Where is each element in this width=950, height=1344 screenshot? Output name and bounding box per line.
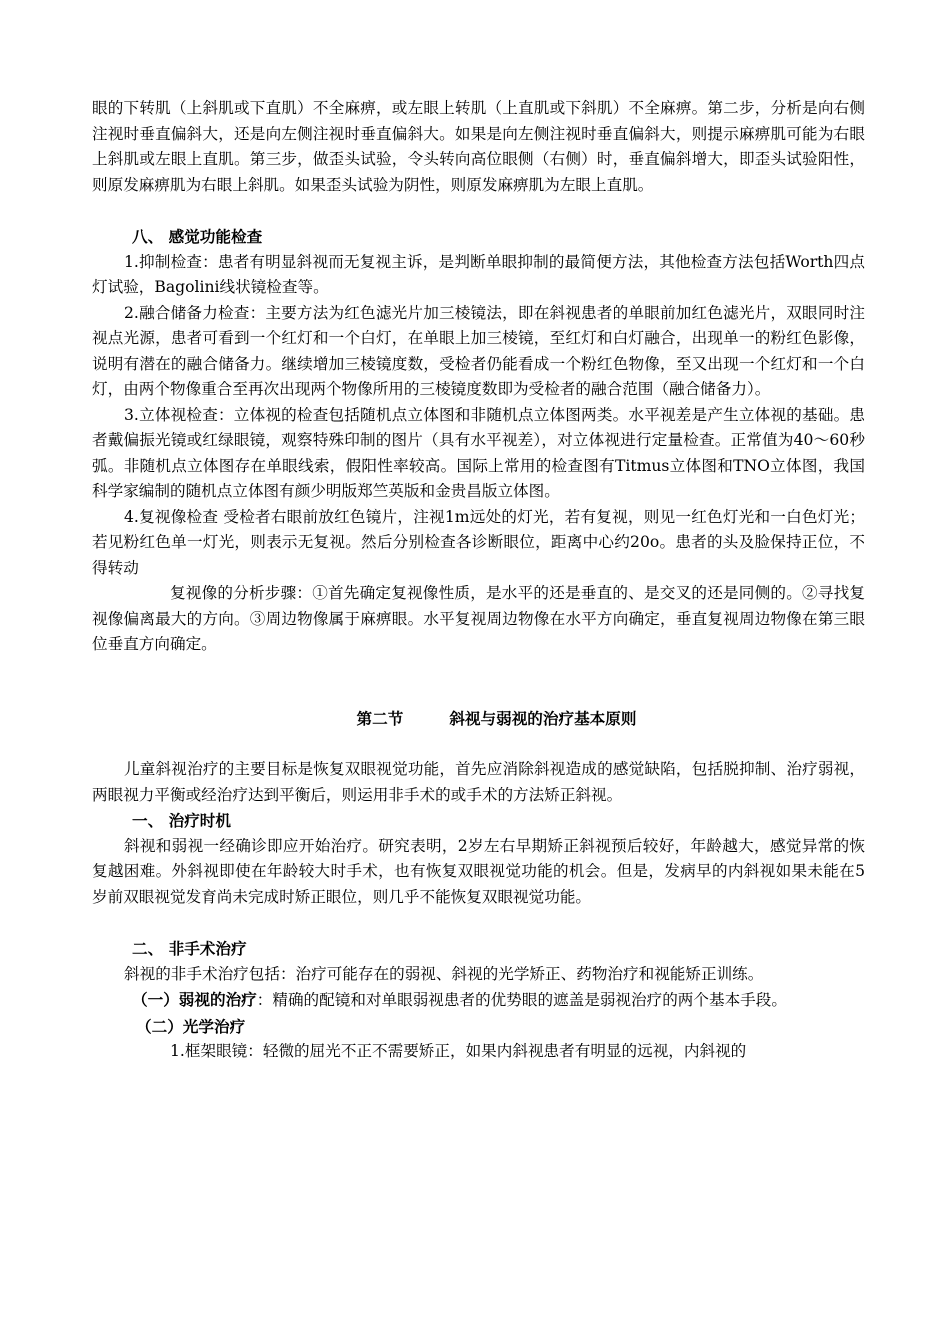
intro-paragraph: 眼的下转肌（上斜肌或下直肌）不全麻痹，或左眼上转肌（上直肌或下斜肌）不全麻痹。第二步，分析是向右侧注视时垂直偏斜大，还是向左侧注视时垂直偏斜大。如果是向左侧注视时垂直偏斜大，则提示麻痹肌可能为右眼上斜肌或左眼上直肌。第三步，做歪头试验，令头转向高位眼侧（右侧）时，垂直偏斜增大，即歪头试验阳性，则原发麻痹肌为右眼上斜肌。如果歪头试验为阴性，则原发麻痹肌为左眼上直肌。 — [92, 99, 865, 194]
stereo-vision-paragraph: 3.立体视检查：立体视的检查包括随机点立体图和非随机点立体图两类。水平视差是产生立体视的基础。患者戴偏振光镜或红绿眼镜，观察特殊印制的图片（具有水平视差），对立体视进行定量检查。正常值为40～60秒弧。非随机点立体图存在单眼线索，假阳性率较高。国际上常用的检查图有Titmus立体图和TNO立体图，我国科学家编制的随机点立体图有颜少明版郑竺英版和金贵昌版立体图。 — [92, 405, 865, 500]
spectacles-paragraph: 1.框架眼镜：轻微的屈光不正不需要矫正，如果内斜视患者有明显的远视，内斜视的 — [170, 1042, 747, 1060]
non-surgical-paragraph: 斜视的非手术治疗包括：治疗可能存在的弱视、斜视的光学矫正、药物治疗和视能矫正训练。 — [124, 964, 764, 983]
document-page — [92, 96, 865, 1065]
section-label: 第二节 — [356, 708, 404, 728]
timing-heading: 一、 治疗时机 — [132, 811, 231, 830]
timing-paragraph: 斜视和弱视一经确诊即应开始治疗。研究表明，2岁左右早期矫正斜视预后较好，年龄越大，感觉异常的恢复越困难。外斜视即使在年龄较大时手术，也有恢复双眼视觉功能的机会。但是，发病早的内斜视如果未能在5岁前双眼视觉发育尚未完成时矫正眼位，则几乎不能恢复双眼视觉功能。 — [92, 836, 865, 906]
optical-treatment-heading: （二）光学治疗 — [136, 1016, 246, 1036]
diplopia-test-paragraph: 4.复视像检查 受检者右眼前放红色镜片，注视1m远处的灯光，若有复视，则见一红色灯光和一白色灯光；若见粉红色单一灯光，则表示无复视。然后分别检查各诊断眼位，距离中心约20o。患者的头及脸保持正位，不得转动 — [92, 507, 865, 577]
treatment-goal-paragraph: 儿童斜视治疗的主要目标是恢复双眼视觉功能，首先应消除斜视造成的感觉缺陷，包括脱抑制、治疗弱视，两眼视力平衡或经治疗达到平衡后，则运用非手术的或手术的方法矫正斜视。 — [92, 760, 865, 804]
amblyopia-treatment-label: （一）弱视的治疗 — [132, 990, 257, 1009]
suppression-test-paragraph: 1.抑制检查：患者有明显斜视而无复视主诉，是判断单眼抑制的最简便方法，其他检查方法包括Worth四点灯试验，Bagolini线状镜检查等。 — [92, 252, 865, 296]
amblyopia-treatment-text: ：精确的配镜和对单眼弱视患者的优势眼的遮盖是弱视治疗的两个基本手段。 — [256, 991, 787, 1009]
section-title: 斜视与弱视的治疗基本原则 — [449, 708, 637, 728]
non-surgical-heading: 二、 非手术治疗 — [132, 939, 247, 958]
amblyopia-treatment-paragraph — [92, 987, 865, 1014]
fusion-reserve-paragraph: 2.融合储备力检查：主要方法为红色滤光片加三棱镜法，即在斜视患者的单眼前加红色滤光片，双眼同时注视点光源，患者可看到一个红灯和一个白灯，在单眼上加三棱镜，至红灯和白灯融合，出现单一的粉红色影像，说明有潜在的融合储备力。继续增加三棱镜度数，受检者仍能看成一个粉红色物像，至又出现一个红灯和一个白灯，由两个物像重合至再次出现两个物像所用的三棱镜度数即为受检者的融合范围（融合储备力）。 — [92, 303, 865, 398]
diplopia-analysis-paragraph: 复视像的分析步骤：①首先确定复视像性质，是水平的还是垂直的、是交叉的还是同侧的。②寻找复视像偏离最大的方向。③周边物像属于麻痹眼。水平复视周边物像在水平方向确定，垂直复视周边物像在第三眼位垂直方向确定。 — [92, 584, 865, 653]
section-eight-heading: 八、 感觉功能检查 — [132, 227, 263, 246]
section-two-title — [92, 706, 865, 732]
